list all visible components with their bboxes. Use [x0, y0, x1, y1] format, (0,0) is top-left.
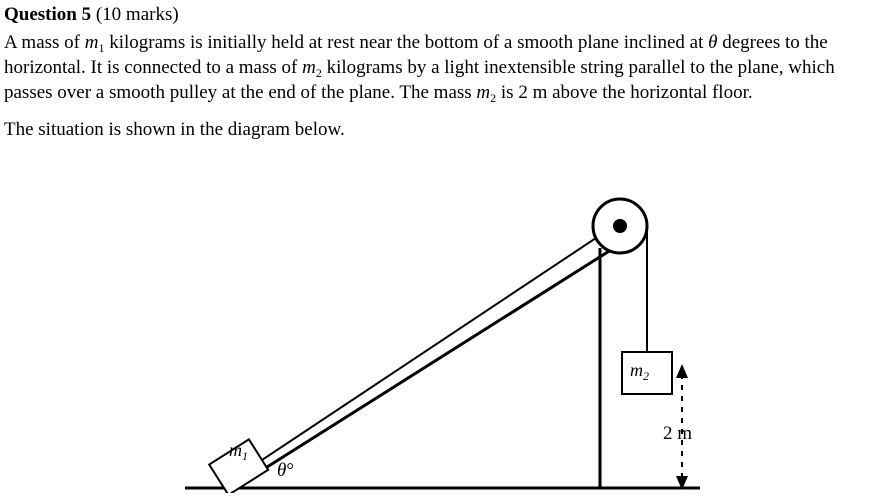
question-title: Question 5 — [4, 4, 92, 25]
mass-subscript-2: 2 — [315, 66, 322, 80]
degree-symbol: ° — [286, 460, 294, 481]
label-m1-symbol: m — [229, 440, 242, 460]
question-marks: (10 marks) — [95, 4, 179, 25]
physics-diagram — [0, 178, 886, 493]
text-segment: kilograms by a light inextensible string — [321, 57, 624, 78]
question-body — [4, 31, 882, 141]
incline-surface — [237, 248, 614, 486]
label-m2-symbol: m — [630, 360, 643, 380]
label-m1-subscript: 1 — [242, 449, 248, 463]
diagram-svg — [0, 178, 886, 493]
label-height-2m: 2 m — [663, 423, 693, 444]
mass-symbol-m1: m — [84, 32, 99, 53]
angle-symbol-theta: θ — [708, 32, 718, 53]
height-arrow-up — [676, 364, 688, 378]
theta-symbol: θ — [277, 460, 287, 481]
label-m2-subscript: 2 — [643, 369, 649, 383]
string-on-incline — [253, 230, 608, 466]
mass-subscript-1: 1 — [98, 41, 105, 55]
mass-symbol-m2: m — [302, 57, 316, 78]
text-segment: parallel to the plane, which passes over a smooth pulley at the end of the plane. The mass — [4, 57, 835, 103]
question-header — [4, 4, 179, 26]
label-m2 — [630, 360, 649, 381]
mass-symbol-m2-b: m — [476, 82, 491, 103]
mass-subscript-2-b: 2 — [490, 91, 497, 105]
question-paragraph-2: The situation is shown in the diagram below. — [4, 119, 345, 140]
text-segment: kilograms is initially held at rest near the bottom of a smooth plane inclined at — [104, 32, 704, 53]
question-paragraph-1 — [4, 31, 882, 106]
pulley-axle — [613, 219, 627, 233]
label-m1 — [229, 440, 248, 461]
text-segment: degrees to the horizontal. It is connected to a mass of — [4, 32, 828, 78]
text-segment: A mass of — [4, 32, 85, 53]
text-segment: is 2 m — [496, 82, 548, 103]
text-segment: above the horizontal floor. — [552, 82, 753, 103]
label-angle-theta — [277, 460, 294, 482]
